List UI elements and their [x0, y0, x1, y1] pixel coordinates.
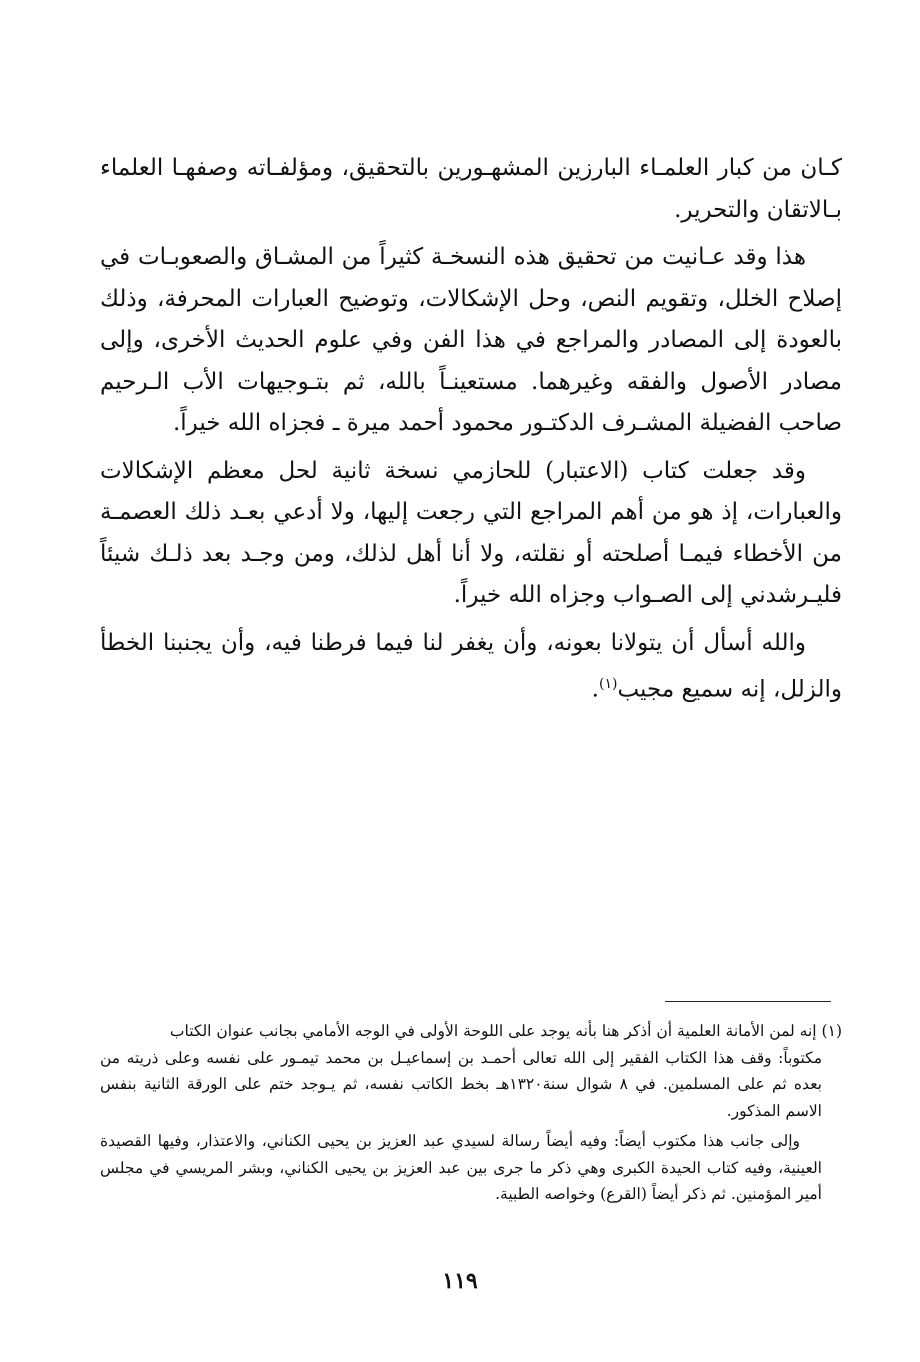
- paragraph-end: .: [591, 676, 599, 703]
- footnote-number: (١): [821, 1022, 842, 1040]
- paragraph-text: والله أسأل أن يتولانا بعونه، وأن يغفر لنا فيما فرطنا فيه، وأن يجنبنا الخطأ والزلل، إنه سميع مجيب: [100, 629, 842, 703]
- footnote-line: مكتوباً: وقف هذا الكتاب الفقير إلى الله تعالى أحمـد بن إسماعيـل بن محمد تيمـور على نفسه وعلى ذريته من بعده ثم على المسلمين. في ٨ شوال سنة١٣٢٠هـ بخط الكاتب نفسه، ثم يـوجد ختم على الورقة الثانية بنفس الاسم المذكور.: [100, 1048, 822, 1120]
- footnote-line: وإلى جانب هذا مكتوب أيضاً: وفيه أيضاً رسالة لسيدي عبد العزيز بن يحيى الكناني، والاعتذار، وفيها القصيدة العينية، وفيه كتاب الحيدة الكبرى وهي ذكر ما جرى بين عبد العزيز بن يحيى الكناني، وبشر المريسي في مجلس أمير المؤمنين. ثم ذكر أيضاً (القرع) وخواصه الطبية.: [100, 1132, 822, 1203]
- footnote-reference: (١): [598, 676, 618, 692]
- footnote-separator: [665, 1001, 831, 1002]
- paragraph: وقد جعلت كتاب (الاعتبار) للحازمي نسخة ثانية لحل معظم الإشكالات والعبارات، إذ هو من أهم المراجع التي رجعت إليها، ولا أدعي بعـد ذلك العصمـة من الأخطاء فيمـا أصلحته أو نقلته، ولا أنا أهل لذلك، ومن وجـد بعد ذلـك شيئاً فليـرشدني إلى الصـواب وجزاه الله خيراً.: [100, 457, 842, 608]
- paragraph: كـان من كبار العلمـاء البارزين المشهـورين بالتحقيق، ومؤلفـاته وصفهـا العلماء بـالاتقان والتحرير.: [100, 155, 842, 223]
- footnote-text: إنه لمن الأمانة العلمية أن أذكر هنا بأنه يوجد على اللوحة الأولى في الوجه الأمامي بجانب عنوان الكتاب: [169, 1022, 817, 1040]
- paragraph: [100, 623, 842, 712]
- page-number: ١١٩: [442, 1268, 478, 1294]
- footnote-line: [100, 1018, 842, 1045]
- main-text: [100, 148, 842, 717]
- paragraph: هذا وقد عـانيت من تحقيق هذه النسخـة كثيراً من المشـاق والصعوبـات في إصلاح الخلل، وتقويم النص، وحل الإشكالات، وتوضيح العبارات المحرفة، وذلك بالعودة إلى المصادر والمراجع في هذا الفن وفي علوم الحديث الأخرى، وإلى مصادر الأصول والفقه وغيرهما. مستعينـاً بالله، ثم بتـوجيهات الأب الـرحيم صاحب الفضيلة المشـرف الدكتـور محمود أحمد ميرة ـ فجزاه الله خيراً.: [100, 244, 842, 436]
- footnotes: [100, 1018, 842, 1208]
